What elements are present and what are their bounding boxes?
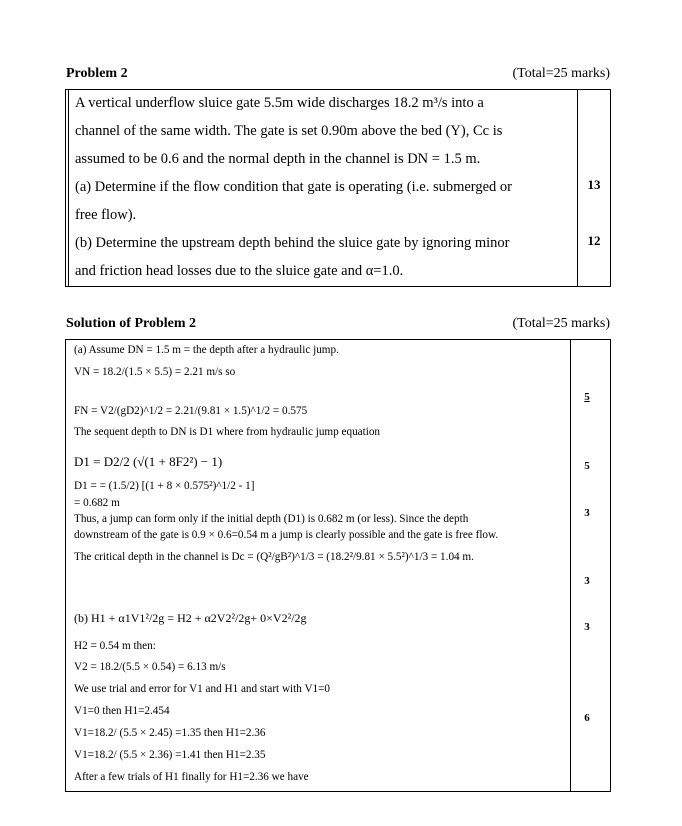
- problem-line: channel of the same width. The gate is set 0.90m above the bed (Y), Cc is: [75, 123, 503, 139]
- solution-line: Thus, a jump can form only if the initial depth (D1) is 0.682 m (or less). Since the depth: [74, 513, 469, 525]
- solution-line: V1=18.2/ (5.5 × 2.45) =1.35 then H1=2.36: [74, 727, 266, 739]
- problem-mark-b: 12: [587, 233, 601, 248]
- problem-line: free flow).: [75, 207, 137, 223]
- solution-line: We use trial and error for V1 and H1 and start with V1=0: [74, 683, 331, 695]
- energy-equation: (b) H1 + α1V1²/2g = H2 + α2V2²/2g+ 0×V2²/2g: [74, 611, 307, 625]
- problem-mark-a: 13: [587, 177, 601, 192]
- solution-mark: 3: [584, 621, 590, 633]
- solution-line: VN = 18.2/(1.5 × 5.5) = 2.21 m/s so: [74, 366, 236, 378]
- problem-total-marks: (Total=25 marks): [512, 66, 610, 81]
- solution-mark: 3: [584, 575, 590, 587]
- problem-line: (a) Determine if the flow condition that gate is operating (i.e. submerged or: [75, 179, 513, 195]
- solution-line: The sequent depth to DN is D1 where from hydraulic jump equation: [74, 426, 381, 438]
- solution-mark: 6: [584, 712, 590, 724]
- problem-title: Problem 2: [66, 66, 128, 81]
- solution-line: D1 = = (1.5/2) [(1 + 8 × 0.575²)^1/2 - 1]: [74, 480, 255, 492]
- problem-line: and friction head losses due to the sluice gate and α=1.0.: [75, 263, 404, 279]
- solution-mark: 5: [584, 460, 590, 472]
- solution-line: downstream of the gate is 0.9 × 0.6=0.54 m a jump is clearly possible and the gate is free flow.: [74, 529, 499, 541]
- solution-line: (a) Assume DN = 1.5 m = the depth after a hydraulic jump.: [74, 344, 339, 356]
- solution-line: V1=0 then H1=2.454: [74, 705, 170, 717]
- solution-line: After a few trials of H1 finally for H1=2.36 we have: [74, 771, 309, 783]
- solution-line: The critical depth in the channel is Dc = (Q²/gB²)^1/3 = (18.2²/9.81 × 5.5²)^1/3 = 1.04 m.: [74, 551, 474, 563]
- solution-mark: 3: [584, 507, 590, 519]
- solution-line: FN = V2/(gD2)^1/2 = 2.21/(9.81 × 1.5)^1/2 = 0.575: [74, 405, 308, 417]
- solution-line: V2 = 18.2/(5.5 × 0.54) = 6.13 m/s: [74, 661, 226, 673]
- solution-line: H2 = 0.54 m then:: [74, 640, 156, 652]
- problem-line: assumed to be 0.6 and the normal depth in the channel is DN = 1.5 m.: [75, 151, 481, 167]
- solution-marks-column-divider: [570, 339, 571, 792]
- solution-title: Solution of Problem 2: [66, 316, 197, 331]
- problem-line: A vertical underflow sluice gate 5.5m wide discharges 18.2 m³/s into a: [75, 95, 484, 111]
- solution-mark: 5: [584, 391, 590, 403]
- solution-total-marks: (Total=25 marks): [512, 316, 610, 331]
- problem-table-inner-left-border: [68, 89, 69, 287]
- problem-marks-column-divider: [577, 89, 578, 287]
- solution-line: V1=18.2/ (5.5 × 2.36) =1.41 then H1=2.35: [74, 749, 266, 761]
- hydraulic-jump-equation: D1 = D2/2 (√(1 + 8F2²) − 1): [74, 454, 223, 469]
- solution-line: = 0.682 m: [74, 497, 120, 509]
- problem-statement: [75, 89, 575, 285]
- problem-line: (b) Determine the upstream depth behind the sluice gate by ignoring minor: [75, 235, 510, 251]
